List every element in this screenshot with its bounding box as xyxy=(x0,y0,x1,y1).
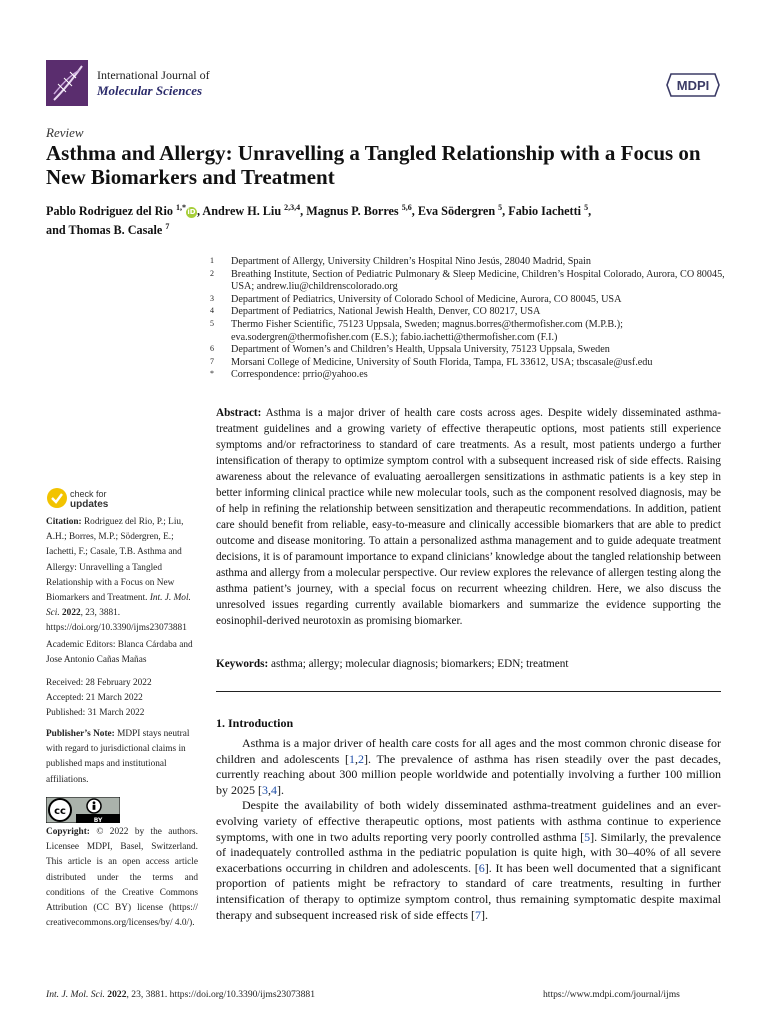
paragraph-text: ]. xyxy=(277,782,284,797)
section-divider xyxy=(216,691,721,692)
introduction-heading: 1. Introduction xyxy=(216,716,294,730)
citation-text: Rodriguez del Rio, P.; Liu, A.H.; Borres, M.P.; Södergren, E.; Iachetti, F.; Casale, T.B. Asthma and Allergy: Unravelling a Tangled Relationship with a Focus on New Biomarkers and Treatment. xyxy=(46,517,184,604)
affiliation-number: 5 xyxy=(210,318,214,328)
journal-name xyxy=(97,68,210,98)
affiliation-item xyxy=(210,319,730,344)
author-affiliation-marker: 5 xyxy=(584,203,589,212)
citation xyxy=(46,515,198,637)
introduction-paragraph-2 xyxy=(216,798,721,923)
affiliation-text: Thermo Fisher Scientific, 75123 Uppsala, Sweden; magnus.borres@thermofisher.com (M.P.B.); eva.sodergren@thermofisher.com (E.S.); fabio.iachetti@thermofisher.com (F.I.) xyxy=(231,318,623,343)
author-list: Pablo Rodriguez del Rio $^{1,*}$iD, Andrew H. Liu $^{2,3,4}$, Magnus P. Borres $^{5,6}$, Eva Södergren $^5$, Fabio Iachetti $^5$, and Thomas B. Casale $^7$ xyxy=(46,203,592,238)
affiliation-text: Department of Pediatrics, University of Colorado School of Medicine, Aurora, CO 80045, USA xyxy=(231,293,622,305)
author-name[interactable]: Eva Södergren xyxy=(417,204,499,219)
publisher-note-label: Publisher’s Note: xyxy=(46,729,115,739)
keywords-text: asthma; allergy; molecular diagnosis; biomarkers; EDN; treatment xyxy=(271,658,569,670)
author-affiliation-marker: 5 xyxy=(498,203,503,212)
affiliation-number: 4 xyxy=(210,306,214,316)
author-affiliation-marker: 1,* xyxy=(176,203,186,212)
affiliation-text: Correspondence: prrio@yahoo.es xyxy=(231,369,368,381)
publisher-note-text: MDPI stays neutral with regard to jurisdictional claims in published maps and institutional affiliations. xyxy=(46,729,190,785)
check-for-updates-button[interactable] xyxy=(46,486,156,512)
footer-doi[interactable]: , 23, 3881. https://doi.org/10.3390/ijms23073881 xyxy=(126,989,315,1000)
publisher-note xyxy=(46,727,198,788)
affiliation-list xyxy=(210,256,730,382)
affiliation-item xyxy=(210,256,730,269)
paragraph-text: Asthma is a major driver of health care costs for all ages and the most common chronic disease for children and adolescents [ xyxy=(216,736,721,766)
affiliation-number: 6 xyxy=(210,344,214,354)
citation-year: 2022 xyxy=(62,608,81,619)
received-date: Received: 28 February 2022 xyxy=(46,678,152,688)
check-updates-line2: updates xyxy=(70,499,109,510)
introduction-paragraph-1 xyxy=(216,736,721,798)
affiliation-text: Department of Women’s and Children’s Health, Uppsala University, 75123 Uppsala, Sweden xyxy=(231,344,610,356)
affiliation-number: 7 xyxy=(210,356,214,366)
affiliation-item xyxy=(210,369,730,382)
check-updates-line1: check for xyxy=(70,489,107,499)
reference-link[interactable]: 2 xyxy=(358,751,365,766)
paragraph-text: ]. It has been well documented that a significant proportion of patients might be refractory to standard of care treatments, resulting in further intensification of therapy to optimize symptom control, thus remaining symptomatic despite maximal therapy and subsequent increased risk of side effects [ xyxy=(216,860,721,922)
affiliation-item xyxy=(210,344,730,357)
citation-journal: Int. J. Mol. Sci. xyxy=(46,593,191,619)
orcid-icon[interactable]: iD xyxy=(187,208,196,217)
affiliation-item xyxy=(210,306,730,319)
academic-editors: Academic Editors: Blanca Cárdaba and Jose Antonio Cañas Mañas xyxy=(46,640,193,666)
author-affiliation-marker: 5,6 xyxy=(401,203,412,212)
citation-doi[interactable]: , 23, 3881. https://doi.org/10.3390/ijms23073881 xyxy=(46,608,187,634)
article-type: Review xyxy=(46,125,84,140)
author-name[interactable]: Magnus P. Borres xyxy=(306,204,402,219)
affiliation-item xyxy=(210,294,730,307)
keywords-label: Keywords: xyxy=(216,658,269,670)
author-affiliation-marker: 2,3,4 xyxy=(284,203,301,212)
svg-text:cc: cc xyxy=(54,806,66,817)
footer-journal: Int. J. Mol. Sci. xyxy=(46,989,105,1000)
paragraph-text: , xyxy=(268,782,271,797)
paragraph-text: ]. Similarly, the prevalence of inadequately controlled asthma in the pediatric population is quite high, with 30–40% of all severe exacerbations occurring in children and adolescents. [ xyxy=(216,829,721,875)
reference-link[interactable]: 6 xyxy=(478,860,485,875)
citation-label: Citation: xyxy=(46,517,82,527)
author-name[interactable]: Andrew H. Liu xyxy=(202,204,285,219)
introduction-body xyxy=(216,736,721,923)
affiliation-text: Morsani College of Medicine, University of South Florida, Tampa, FL 33612, USA; tbscasale@usf.edu xyxy=(231,356,653,368)
copyright-notice xyxy=(46,825,198,931)
footer-citation xyxy=(46,989,315,1000)
reference-link[interactable]: 3 xyxy=(262,782,268,797)
paragraph-text: , xyxy=(355,751,359,766)
affiliation-item xyxy=(210,269,730,294)
affiliation-text: Department of Allergy, University Children’s Hospital Nino Jesús, 28040 Madrid, Spain xyxy=(231,256,591,267)
author-affiliation-marker: 7 xyxy=(165,222,170,232)
affiliation-text: Breathing Institute, Section of Pediatric Pulmonary & Sleep Medicine, Children’s Hospital Colorado, Aurora, CO 80045, USA; andrew.liu@childrenscolorado.org xyxy=(231,268,725,293)
cc-by-license-icon[interactable] xyxy=(46,797,120,823)
reference-link[interactable]: 4 xyxy=(271,782,277,797)
article-title: Asthma and Allergy: Unravelling a Tangled Relationship with a Focus on New Biomarkers and Treatment xyxy=(46,141,701,189)
journal-name-line2: Molecular Sciences xyxy=(97,83,203,98)
reference-link[interactable]: 1 xyxy=(349,751,356,766)
affiliation-number: * xyxy=(210,369,214,379)
affiliation-text: Department of Pediatrics, National Jewish Health, Denver, CO 80217, USA xyxy=(231,306,541,318)
affiliation-number: 1 xyxy=(210,256,214,265)
journal-name-line1: International Journal of xyxy=(97,68,210,82)
affiliation-item xyxy=(210,357,730,370)
abstract-text: Asthma is a major driver of health care costs across ages. Despite widely disseminated asthma-treatment guidelines and a growing variety of effective therapeutic options, most patients still experience symptoms and/or refractoriness to standard of care treatments. As a result, most patients undergo a further intensification of therapy to optimize symptom control with a subsequent increased risk of side effects. Raising awareness about the relevance of evaluating aeroallergen sensitizations in asthmatic patients is a key step in better informing clinical practice while new molecular tools, such as the component resolved diagnosis, may be of help in refining the relationship between sensitization and therapeutic recommendations. In addition, patient care should benefit from reliable, easy-to-measure and clinically accessible biomarkers that are able to predict outcome and disease monitoring. To attain a personalized asthma management and to guide adequate treatment decisions, it is of paramount importance to expand clinicians’ knowledge about the tangled relationship between asthma and allergy from a molecular perspective. Our review explores the relevance of allergen testing along the asthma patient’s journey, with a special focus on recurrent wheezing children. Here, we also discuss the unresolved issues regarding currently available biomarkers and summarize the evidence supporting the eosinophil-derived neurotoxin as promising biomarker. xyxy=(216,407,721,627)
abstract-label: Abstract: xyxy=(216,407,262,419)
paragraph-text: ]. xyxy=(481,907,489,922)
reference-link[interactable]: 5 xyxy=(584,829,591,844)
cc-by-label: BY xyxy=(93,817,103,823)
paragraph-text: ]. The prevalence of asthma has risen steadily over the past decades, currently reaching about 300 million people worldwide and potentially involving a further 100 million by 2025 [ xyxy=(216,751,721,797)
accepted-date: Accepted: 21 March 2022 xyxy=(46,693,143,704)
mdpi-logo-icon xyxy=(665,70,721,100)
author-name[interactable]: Fabio Iachetti xyxy=(508,204,585,219)
author-separator: and xyxy=(46,223,69,238)
author-name[interactable]: Thomas B. Casale xyxy=(68,223,166,238)
copyright-label: Copyright: xyxy=(46,827,90,837)
footer-year: 2022 xyxy=(107,989,127,1000)
footer-journal-url[interactable]: https://www.mdpi.com/journal/ijms xyxy=(543,989,680,1000)
copyright-text: © 2022 by the authors. Licensee MDPI, Basel, Switzerland. This article is an open access article distributed under the terms and conditions of the Creative Commons Attribution (CC BY) license (https:// creativecommons.org/licenses/by/ 4.0/). xyxy=(46,827,198,929)
reference-link[interactable]: 7 xyxy=(475,907,482,922)
publication-dates xyxy=(46,676,198,722)
affiliation-number: 3 xyxy=(210,293,214,303)
affiliation-number: 2 xyxy=(210,268,214,278)
published-date: Published: 31 March 2022 xyxy=(46,708,145,719)
paragraph-text: Despite the availability of both widely disseminated asthma-treatment guidelines and an ever-evolving variety of effective therapeutic options, most patients with asthma continue to experience symptoms, with one in two adults reporting very poorly controlled asthma [ xyxy=(216,798,721,844)
abstract xyxy=(216,405,721,629)
journal-logo-icon xyxy=(46,60,88,106)
check-updates-icon xyxy=(46,487,68,509)
keywords xyxy=(216,656,721,672)
author-name[interactable]: Pablo Rodriguez del Rio xyxy=(46,204,176,219)
mdpi-logo-text: MDPI xyxy=(676,78,710,93)
